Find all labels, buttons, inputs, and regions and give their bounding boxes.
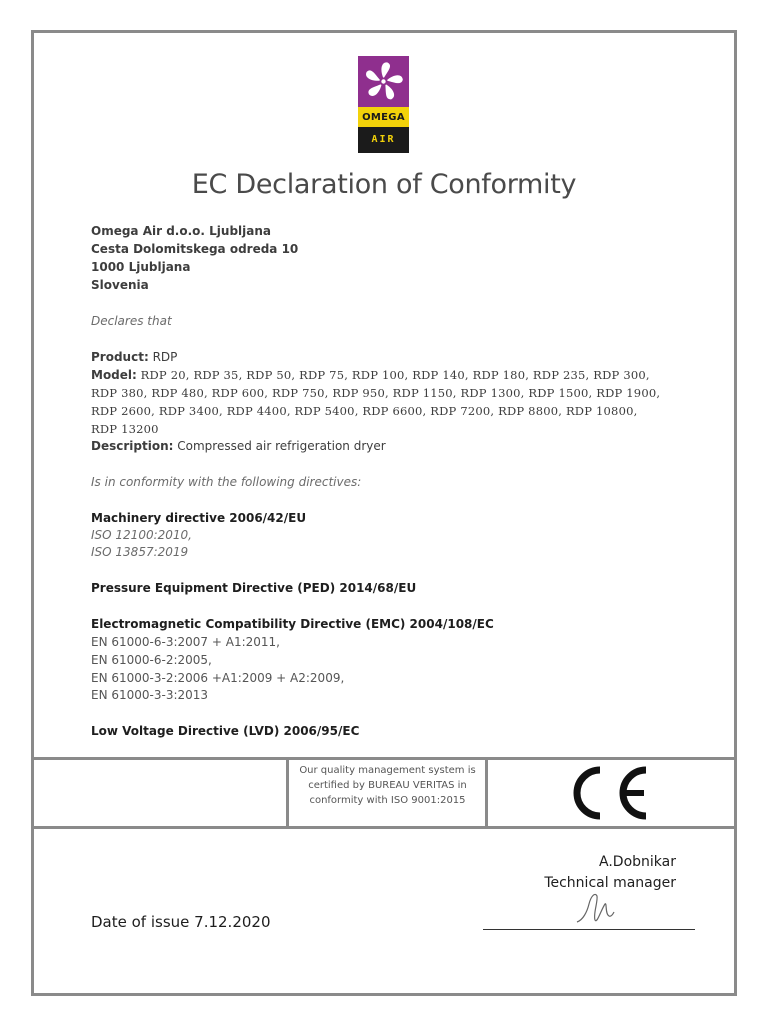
signer-block [544,852,676,894]
declares-that: Declares that [91,314,172,328]
strip-divider [485,760,488,828]
quality-note-line: certified by BUREAU VERITAS in [308,780,467,791]
emc-standard: EN 61000-3-2:2006 +A1:2009 + A2:2009, [91,671,345,685]
model-line: RDP 2600, RDP 3400, RDP 4400, RDP 5400, RDP 6600, RDP 7200, RDP 8800, RDP 10800, [91,404,638,418]
model-label: Model: [91,368,137,382]
description-line [91,437,386,455]
signature-line [483,929,695,930]
product-value: RDP [152,350,178,364]
conformity-intro: Is in conformity with the following directives: [91,475,362,489]
strip-divider [286,760,289,828]
quality-note-line: conformity with ISO 9001:2015 [309,795,466,806]
ce-mark-icon [560,762,652,824]
product-label: Product: [91,350,149,364]
model-line: RDP 13200 [91,422,159,436]
model-line: RDP 20, RDP 35, RDP 50, RDP 75, RDP 100, RDP 140, RDP 180, RDP 235, RDP 300, [140,368,650,382]
machinery-standard: ISO 13857:2019 [91,545,189,559]
machinery-directive-title: Machinery directive 2006/42/EU [91,511,307,525]
signer-role: Technical manager [544,875,676,891]
lvd-directive-title: Low Voltage Directive (LVD) 2006/95/EC [91,724,360,738]
model-line: RDP 380, RDP 480, RDP 600, RDP 750, RDP 950, RDP 1150, RDP 1300, RDP 1500, RDP 1900, [91,386,661,400]
ped-directive-title: Pressure Equipment Directive (PED) 2014/68/EU [91,581,417,595]
date-of-issue: Date of issue 7.12.2020 [91,913,271,931]
address-line-company: Omega Air d.o.o. Ljubljana [91,224,271,238]
product-line [91,348,177,366]
signature-icon [575,890,615,926]
emc-standard: EN 61000-6-3:2007 + A1:2011, [91,635,280,649]
quality-certification-note [292,763,483,808]
description-label: Description: [91,439,174,453]
address-line-country: Slovenia [91,278,149,292]
emc-standard: EN 61000-6-2:2005, [91,653,212,667]
fan-icon [358,56,409,107]
description-value: Compressed air refrigeration dryer [177,439,386,453]
logo-brand-line2: AIR [358,127,409,153]
machinery-standard: ISO 12100:2010, [91,528,192,542]
signer-name: A.Dobnikar [599,854,676,870]
emc-standard: EN 61000-3-3:2013 [91,688,209,702]
logo-brand-line1: OMEGA [358,107,409,127]
omega-air-logo [358,56,409,153]
emc-directive-title: Electromagnetic Compatibility Directive (EMC) 2004/108/EC [91,617,494,631]
address-line-city: 1000 Ljubljana [91,260,191,274]
page-title: EC Declaration of Conformity [191,169,577,200]
address-line-street: Cesta Dolomitskega odreda 10 [91,242,299,256]
model-block [91,366,683,438]
quality-note-line: Our quality management system is [299,765,476,776]
